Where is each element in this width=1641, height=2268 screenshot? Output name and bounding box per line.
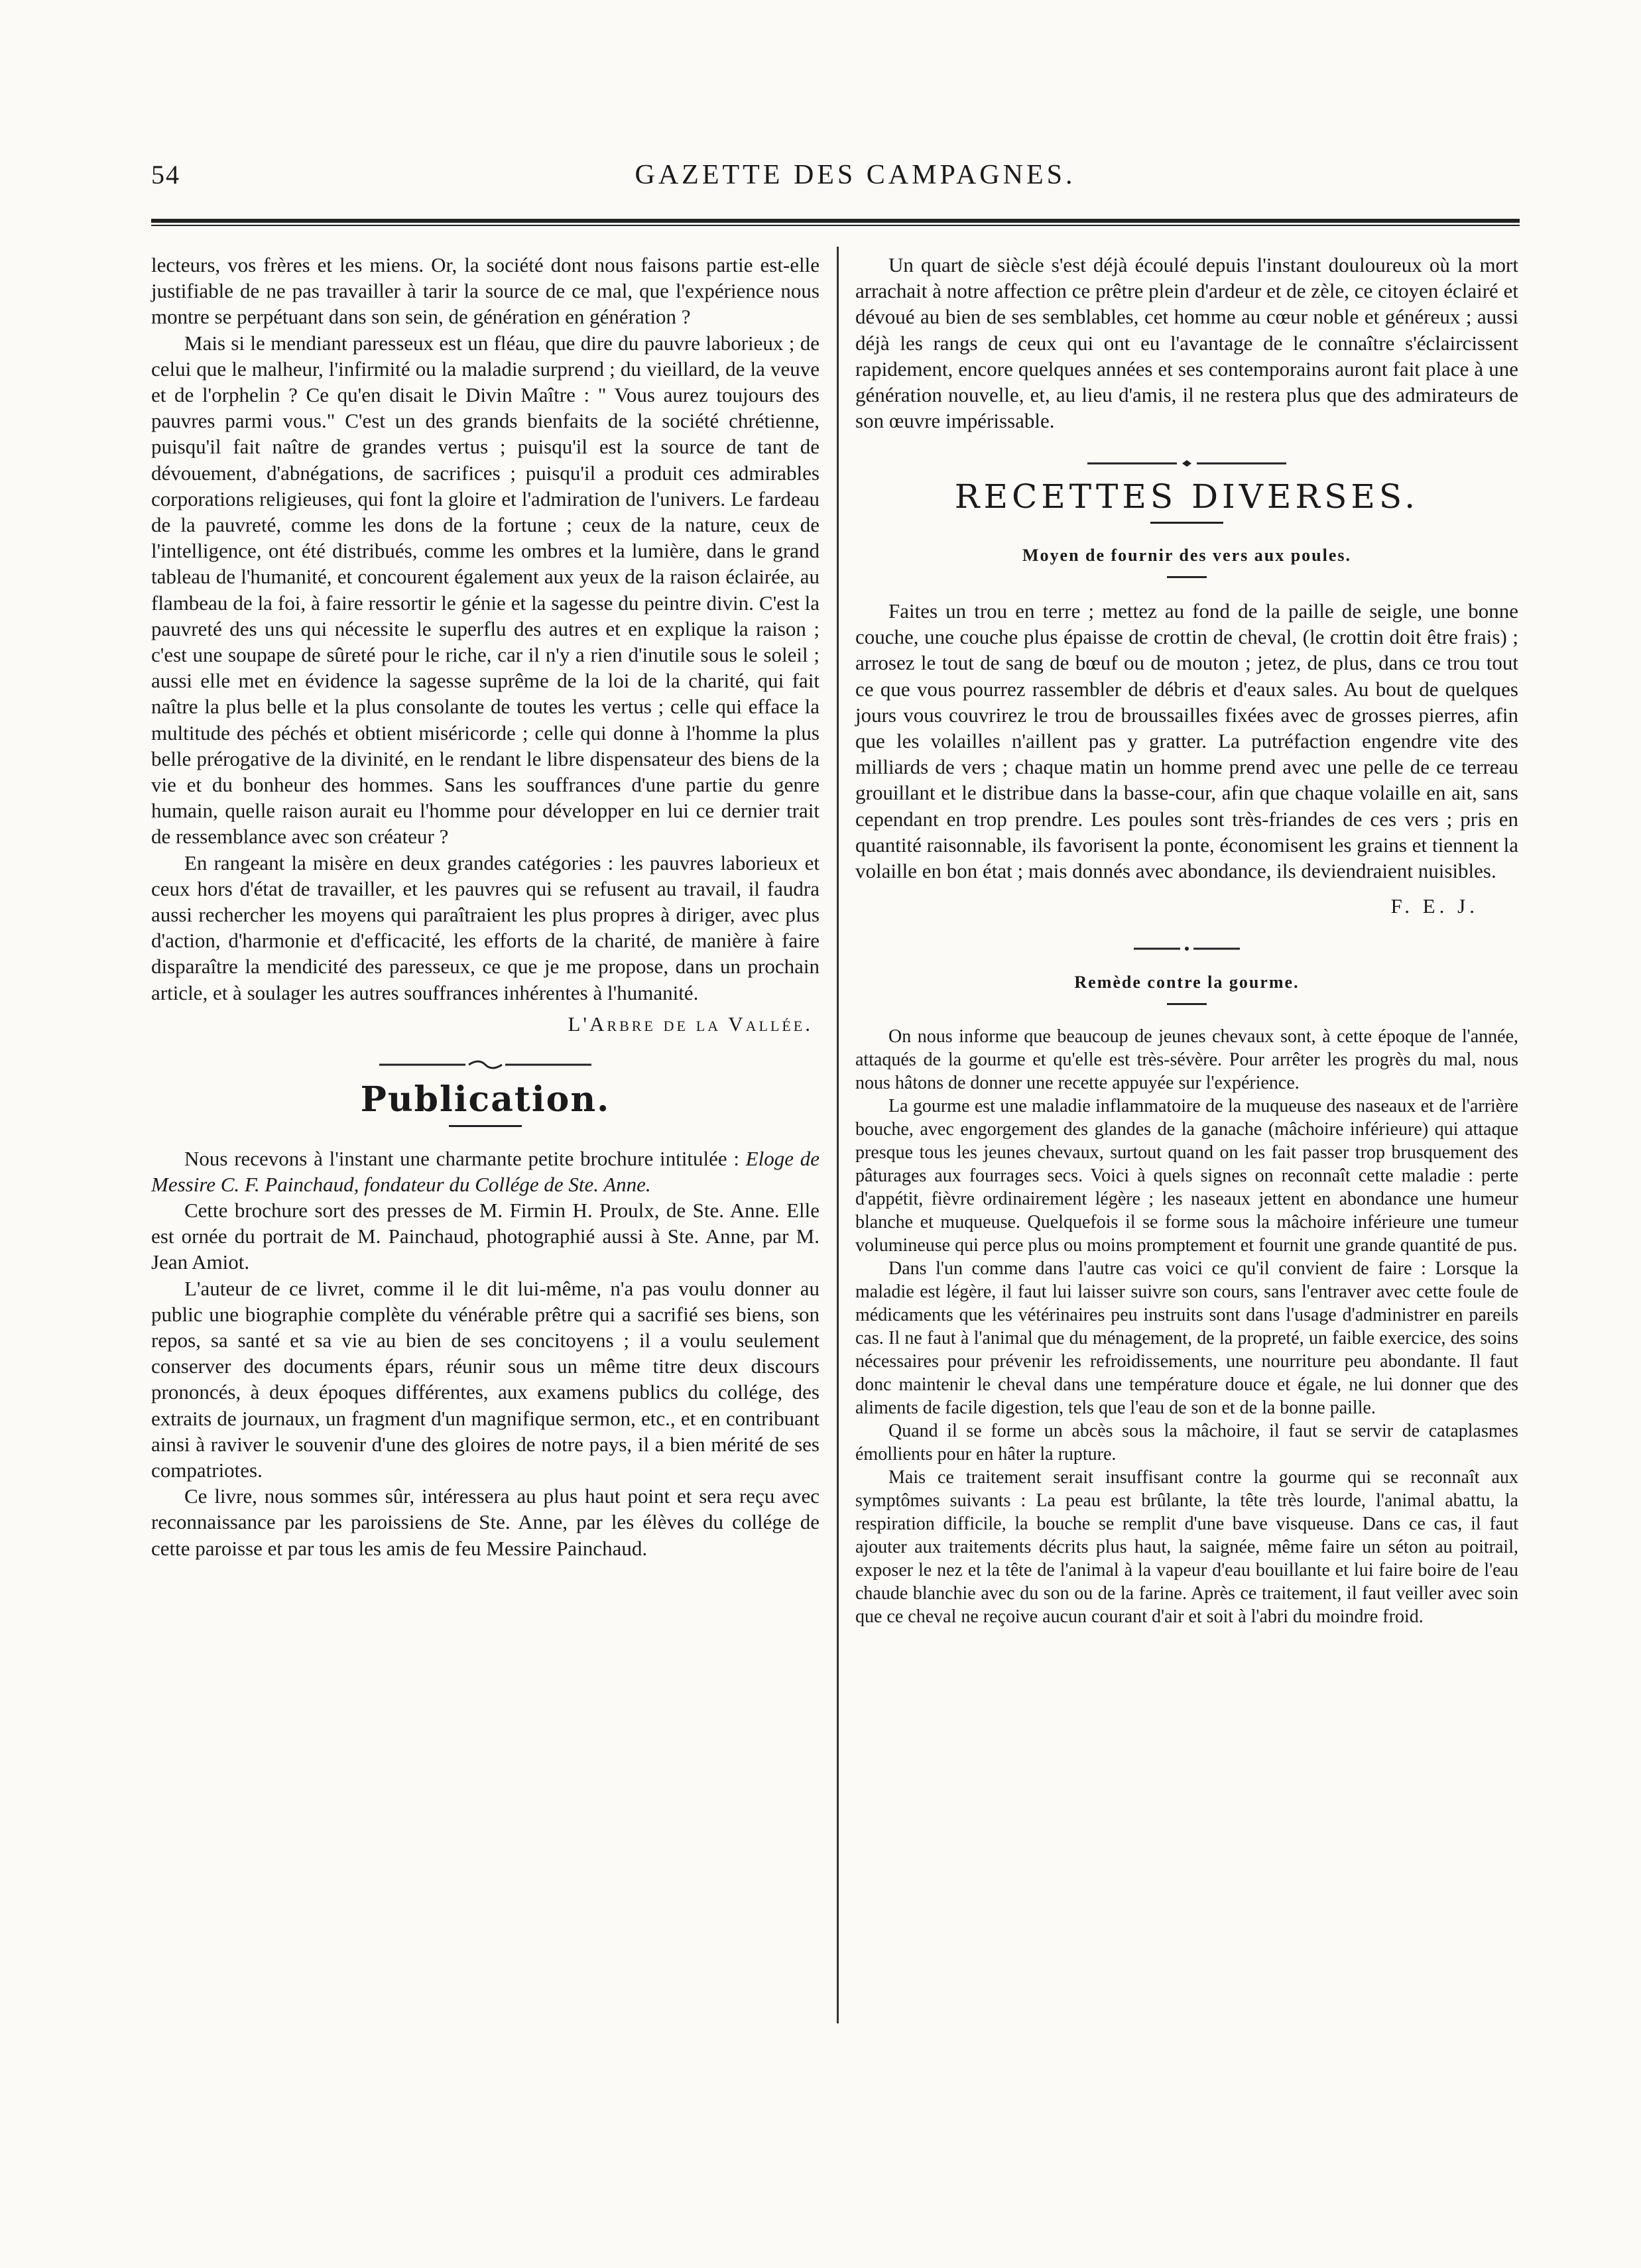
ornament-divider [855,933,1518,959]
recipe-paragraph: Faites un trou en terre ; mettez au fond de la paille de seigle, une bonne couche, une couche plus épaisse de crottin de cheval, (le crottin doit être frais) ; arrosez le tout de sang de bœuf ou de mouton ; jetez, de plus, dans ce trou tout ce que vous pourrez rassembler de débris et d'eaux sales. Au bout de quelques jours vous couvrirez le trou de broussailles fixées avec de grosses pierres, afin que les volailles n'aillent pas y gratter. La putréfaction engendre vite des milliards de vers ; chaque matin un homme prend avec une pelle de ce terreau grouillant et le distribue dans la basse-cour, afin que chaque volaille en ait, sans cependant en trop prendre. Les poules sont très-friandes de ces vers ; pris en quantité raisonnable, ils favorisent la ponte, économisent les grains et tiennent la volaille en bon état ; mais donnés avec abondance, ils deviendraient nuisibles. [855,599,1518,883]
left-column [151,252,820,1561]
heading-rule [1150,522,1223,524]
recipe-subheading: Remède contre la gourme. [1074,972,1300,992]
header-rule [151,219,1520,226]
ornament-rule-icon [1087,459,1286,468]
subheading-rule [1167,1003,1207,1005]
ornament-rule-icon [379,1058,591,1071]
article-paragraph: En rangeant la misère en deux grandes catégories : les pauvres laborieux et ceux hors d'état de travailler, et les pauvres qui se refusent au travail, il faudra aussi rechercher les moyens qui paraîtraient les plus propres à diriger, avec plus d'action, d'harmonie et d'efficacité, les efforts de la charité, de manière à faire disparaître la mendicité des paresseux, ce que je me propose, dans un prochain article, et à soulager les autres souffrances inhérentes à l'humanité. [151,851,820,1004]
article-paragraph: Un quart de siècle s'est déjà écoulé depuis l'instant douloureux où la mort arrachait à notre affection ce prêtre plein d'ardeur et de zèle, ce citoyen éclairé et dévoué au bien de ses semblables, cet homme au cœur noble et généreux ; aussi déjà les rangs de ceux qui ont eu l'avantage de le connaître s'éclaircissent rapidement, encore quelques années et ses contemporains auront fait place à une génération nouvelle, et, au lieu d'amis, il ne restera plus que des admirateurs de son œuvre impérissable. [855,253,1518,433]
brochure-title: Eloge de Messire C. F. Painchaud, fondateur du Collége de Ste. Anne. [151,1146,820,1196]
publication-paragraph: L'auteur de ce livret, comme il le dit lui-même, n'a pas voulu donner au public une biographie complète du vénérable prêtre qui a sacrifié ses biens, son repos, sa santé et sa vie au bien de ses concitoyens ; il a voulu seulement conserver des documents épars, réunir sous un même titre deux discours prononcés, à deux époques différentes, aux examens publics du collége, des extraits de journaux, un fragment d'un magnifique sermon, etc., et en contribuant ainsi à raviver le souvenir d'une des gloires de notre pays, il a bien mérité de ses compatriotes. [151,1276,820,1482]
article-signature: L'Arbre de la Vallée. [568,1012,813,1036]
column-divider [837,247,839,2023]
ornament-rule-icon [1134,944,1240,953]
masthead-title: GAZETTE DES CAMPAGNES. [635,160,1076,190]
recettes-heading: RECETTES DIVERSES. [954,477,1420,516]
recipe-subheading: Moyen de fournir des vers aux poules. [1022,545,1352,565]
recipe-signature: F. E. J. [1390,894,1479,918]
page-number: 54 [151,160,180,190]
publication-heading: Publication. [360,1079,611,1120]
article-paragraph: lecteurs, vos frères et les miens. Or, la société dont nous faisons partie est-elle justifiable de ne pas travailler à tarir la source de ce mal, que l'expérience nous montre se perpétuant dans son sein, de génération en génération ? [151,253,820,329]
ornament-divider [151,1051,820,1077]
recipe-paragraph: La gourme est une maladie inflammatoire de la muqueuse des naseaux et de l'arrière bouche, avec engorgement des glandes de la ganache (mâchoire inférieure) qui attaque presque tous les jeunes chevaux, surtout quand on les fait passer trop brusquement des pâturages aux fourrages secs. Voici à quels signes on reconnaît cette maladie : perte d'appétit, fièvre ordinairement légère ; les naseaux jettent en abondance une humeur blanche et muqueuse. Quelquefois il se forme sous la mâchoire inférieure une tumeur volumineuse qui perce plus ou moins promptement et fournit une grande quantité de pus. [855,1095,1518,1256]
page-header [151,159,1520,199]
recipe-paragraph: On nous informe que beaucoup de jeunes chevaux sont, à cette époque de l'année, attaqués de la gourme et qu'elle est très-sévère. Pour arrêter les progrès du mal, nous nous hâtons de donner une recette appuyée sur l'expérience. [855,1026,1518,1093]
publication-paragraph: Ce livre, nous sommes sûr, intéressera au plus haut point et sera reçu avec reconnaissance par les paroissiens de Ste. Anne, par les élèves du collége de cette paroisse et par tous les amis de feu Messire Painchaud. [151,1484,820,1560]
heading-rule [449,1125,522,1127]
publication-intro: Nous recevons à l'instant une charmante petite brochure intitulée : [184,1146,746,1170]
subheading-rule [1167,576,1207,578]
recipe-paragraph: Mais ce traitement serait insuffisant contre la gourme qui se reconnaît aux symptômes suivants : La peau est brûlante, la tête très lourde, l'animal abattu, la respiration difficile, la bouche se remplit d'une bave visqueuse. Dans ce cas, il faut ajouter aux traitements décrits plus haut, la saignée, même faire un séton au poitrail, exposer le nez et la tête de l'animal à la vapeur d'eau bouillante et lui faire boire de l'eau chaude blanchie avec du son ou de la farine. Après ce traitement, il faut veiller avec soin que ce cheval ne reçoive aucun courant d'air et soit à l'abri du moindre froid. [855,1466,1518,1627]
recipe-paragraph: Quand il se forme un abcès sous la mâchoire, il faut se servir de cataplasmes émollients pour en hâter la rupture. [855,1420,1518,1464]
right-column [855,252,1518,1628]
ornament-divider [855,448,1518,474]
recipe-paragraph: Dans l'un comme dans l'autre cas voici ce qu'il convient de faire : Lorsque la maladie est légère, il faut lui laisser suivre son cours, sans l'entraver avec cette foule de médicaments que les vétérinaires peu instruits sont dans l'usage d'administrer en pareils cas. Il ne faut à l'animal que du ménagement, de la propreté, un faible exercice, des soins nécessaires pour prévenir les refroidissements, une nourriture peu abondante. Il faut donc maintenir le cheval dans une température douce et égale, ne lui donner que des aliments de facile digestion, tels que l'eau de son et de la bonne paille. [855,1258,1518,1418]
publication-paragraph: Cette brochure sort des presses de M. Firmin H. Proulx, de Ste. Anne. Elle est ornée du portrait de M. Painchaud, photographié aussi à Ste. Anne, par M. Jean Amiot. [151,1198,820,1274]
publication-paragraph [151,1146,820,1197]
article-paragraph: Mais si le mendiant paresseux est un fléau, que dire du pauvre laborieux ; de celui que le malheur, l'infirmité ou la maladie surprend ; du vieillard, de la veuve et de l'orphelin ? Ce qu'en disait le Divin Maître : " Vous aurez toujours des pauvres parmi vous." C'est un des grands bienfaits de la société chrétienne, puisqu'il fait naître de grandes vertus ; puisqu'il est la source de tant de dévouement, d'abnégations, de sacrifices ; puisqu'il a produit ces admirables corporations religieuses, qui font la gloire et l'admiration de l'univers. Le fardeau de la pauvreté, comme les dons de la fortune ; ceux de la nature, ceux de l'intelligence, ont été distribués, comme les ombres et la lumière, dans le grand tableau de l'humanité, et concourent également aux yeux de la raison éclairée, au flambeau de la foi, à faire ressortir le génie et la sagesse du peintre divin. C'est la pauvreté des uns qui nécessite le superflu des autres et en explique la raison ; c'est une soupape de sûreté pour le riche, car il n'y a rien d'inutile sous le soleil ; aussi elle met en évidence la sagesse suprême de la loi de la charité, qui fait naître la plus belle et la plus consolante de toutes les vertus ; celle qui efface la multitude des péchés et obtient miséricorde ; celle qui donne à l'homme la plus belle prérogative de la divinité, en le rendant le libre dispensateur des biens de la vie et du bonheur des hommes. Sans les souffrances d'une partie du genre humain, quelle raison aurait eu l'homme pour développer en lui ce dernier trait de ressemblance avec son créateur ? [151,331,820,849]
